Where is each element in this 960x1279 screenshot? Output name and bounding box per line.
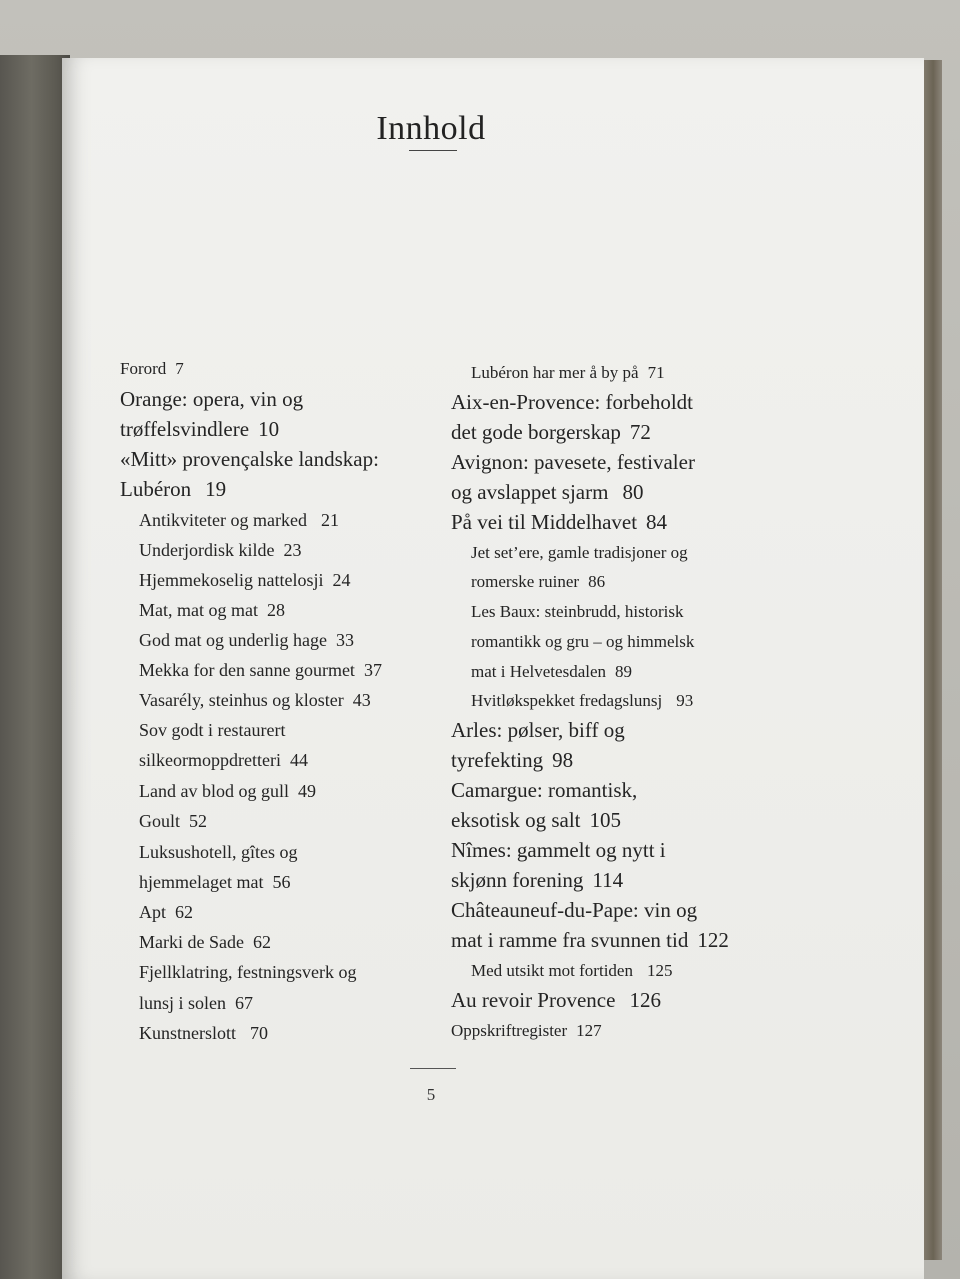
toc-entry-text: Orange: opera, vin og [120,387,304,411]
toc-page-number: 125 [646,961,673,980]
toc-entry-text: og avslappet sjarm [451,480,609,504]
toc-entry [139,873,290,891]
toc-entry-text: Jet set’ere, gamle tradisjoner og [471,543,688,562]
toc-page-number: 127 [576,1021,602,1040]
toc-page-number: 28 [266,600,285,620]
toc-entry-text: Aix-en-Provence: forbeholdt [451,390,694,414]
toc-entry-text: Nîmes: gammelt og nytt i [451,838,666,862]
toc-entry [451,720,625,741]
toc-entry-text: Fjellklatring, festningsverk og [139,962,357,982]
toc-entry [120,479,226,500]
toc-entry [139,994,253,1012]
toc-page-number: 10 [258,417,280,441]
toc-entry [139,933,271,951]
toc-entry-text: Châteauneuf-du-Pape: vin og [451,898,698,922]
toc-entry [139,812,207,830]
toc-page-number: 70 [250,1023,268,1043]
toc-entry [139,843,298,861]
toc-entry [139,661,382,679]
toc-entry-text: tyrefekting [451,748,544,772]
toc-page-number: 62 [252,932,271,952]
toc-entry [139,903,193,921]
toc-entry-text: Med utsikt mot fortiden [471,961,633,980]
toc-page-number: 33 [335,630,354,650]
toc-page-number: 7 [175,359,184,378]
toc-page-number: 114 [592,868,624,892]
toc-entry-text: Les Baux: steinbrudd, historisk [471,602,684,621]
toc-entry [139,631,354,649]
toc-entry [451,1022,602,1039]
toc-entry-text: På vei til Middelhavet [451,510,638,534]
toc-entry [451,870,623,891]
toc-page-number: 98 [552,748,574,772]
toc-entry-text: Kunstnerslott [139,1023,236,1043]
toc-entry-text: romantikk og gru – og himmelsk [471,632,695,651]
toc-entry-text: eksotisk og salt [451,808,581,832]
toc-page-number: 71 [647,363,665,382]
toc-page-number: 44 [289,750,308,770]
toc-entry [451,900,697,921]
toc-entry [451,750,573,771]
toc-entry [120,449,379,470]
toc-entry-text: Apt [139,902,166,922]
toc-entry-text: Sov godt i restaurert [139,720,286,740]
toc-entry [139,751,308,769]
toc-entry-text: Mat, mat og mat [139,600,258,620]
toc-page-number: 105 [589,808,621,832]
toc-entry [120,389,303,410]
toc-entry-text: silkeormoppdretteri [139,750,281,770]
toc-entry [471,544,688,561]
toc-page-number: 19 [205,477,227,501]
toc-page-number: 122 [697,928,729,952]
toc-page-number: 84 [646,510,668,534]
toc-page-number: 37 [363,660,382,680]
toc-entry-text: det gode borgerskap [451,420,621,444]
toc-page-number: 62 [175,902,193,922]
page-number: 5 [426,1085,436,1104]
toc-entry-text: Luksushotell, gîtes og [139,842,298,862]
toc-entry [471,573,605,590]
toc-page-number: 24 [332,570,351,590]
toc-entry-text: Arles: pølser, biff og [451,718,625,742]
toc-page-number: 126 [629,988,661,1012]
toc-entry [139,691,371,709]
toc-entry [451,482,643,503]
toc-entry [451,422,651,443]
toc-entry-text: Vasarély, steinhus og kloster [139,690,344,710]
toc-entry-text: lunsj i solen [139,993,227,1013]
toc-entry-text: Underjordisk kilde [139,540,275,560]
toc-entry-text: mat i ramme fra svunnen tid [451,928,689,952]
toc-entry [471,633,694,650]
toc-entry [139,601,285,619]
toc-entry [451,810,621,831]
toc-entry [120,419,279,440]
toc-entry [139,541,301,559]
toc-page-number: 89 [615,662,633,681]
toc-entry-text: Lubéron [120,477,192,501]
toc-entry [451,392,693,413]
toc-page-number: 49 [297,781,316,801]
toc-entry [139,721,285,739]
toc-entry-text: Lubéron har mer å by på [471,363,639,382]
toc-page-number: 86 [588,572,606,591]
toc-entry-text: God mat og underlig hage [139,630,327,650]
toc-entry-text: skjønn forening [451,868,584,892]
toc-entry [120,360,184,377]
toc-entry [139,1024,268,1042]
toc-entry [451,512,667,533]
toc-page-number: 72 [629,420,651,444]
toc-entry-text: trøffelsvindlere [120,417,250,441]
toc-entry-text: Forord [120,359,167,378]
toc-entry-text: Oppskriftregister [451,1021,568,1040]
toc-entry-text: Hvitløkspekket fredagslunsj [471,691,663,710]
toc-entry [471,663,632,680]
toc-page-number: 80 [622,480,644,504]
toc-entry-text: Hjemmekoselig nattelosji [139,570,324,590]
toc-entry [451,840,666,861]
toc-entry-text: Antikviteter og marked [139,510,307,530]
toc-page-number: 52 [189,811,208,831]
toc-entry-text: «Mitt» provençalske landskap: [120,447,379,471]
toc-entry-text: Goult [139,811,181,831]
toc-page-number: 21 [320,510,339,530]
toc-entry-text: romerske ruiner [471,572,580,591]
toc-entry [471,603,683,620]
toc-entry [451,990,661,1011]
title-underline-rule [409,150,457,151]
toc-entry [471,364,665,381]
book-spine-shadow [0,55,70,1279]
toc-entry [451,780,637,801]
footer-rule [410,1068,456,1069]
toc-entry [451,930,729,951]
page-title: Innhold [376,110,486,147]
toc-page-number: 56 [272,872,291,892]
toc-page-number: 67 [235,993,254,1013]
toc-entry-text: Au revoir Provence [451,988,616,1012]
toc-entry-text: Land av blod og gull [139,781,289,801]
toc-entry [471,692,693,709]
toc-entry-text: Avignon: pavesete, festivaler [451,450,695,474]
toc-entry [139,571,350,589]
toc-entry [139,963,356,981]
toc-entry-text: hjemmelaget mat [139,872,264,892]
toc-entry [139,782,316,800]
toc-entry-text: mat i Helvetesdalen [471,662,607,681]
toc-page-number: 43 [352,690,371,710]
toc-entry-text: Mekka for den sanne gourmet [139,660,355,680]
toc-page-number: 93 [676,691,694,710]
toc-entry-text: Marki de Sade [139,932,244,952]
toc-entry [471,962,672,979]
toc-entry-text: Camargue: romantisk, [451,778,638,802]
toc-entry [451,452,695,473]
toc-page-number: 23 [283,540,302,560]
toc-entry [139,511,339,529]
